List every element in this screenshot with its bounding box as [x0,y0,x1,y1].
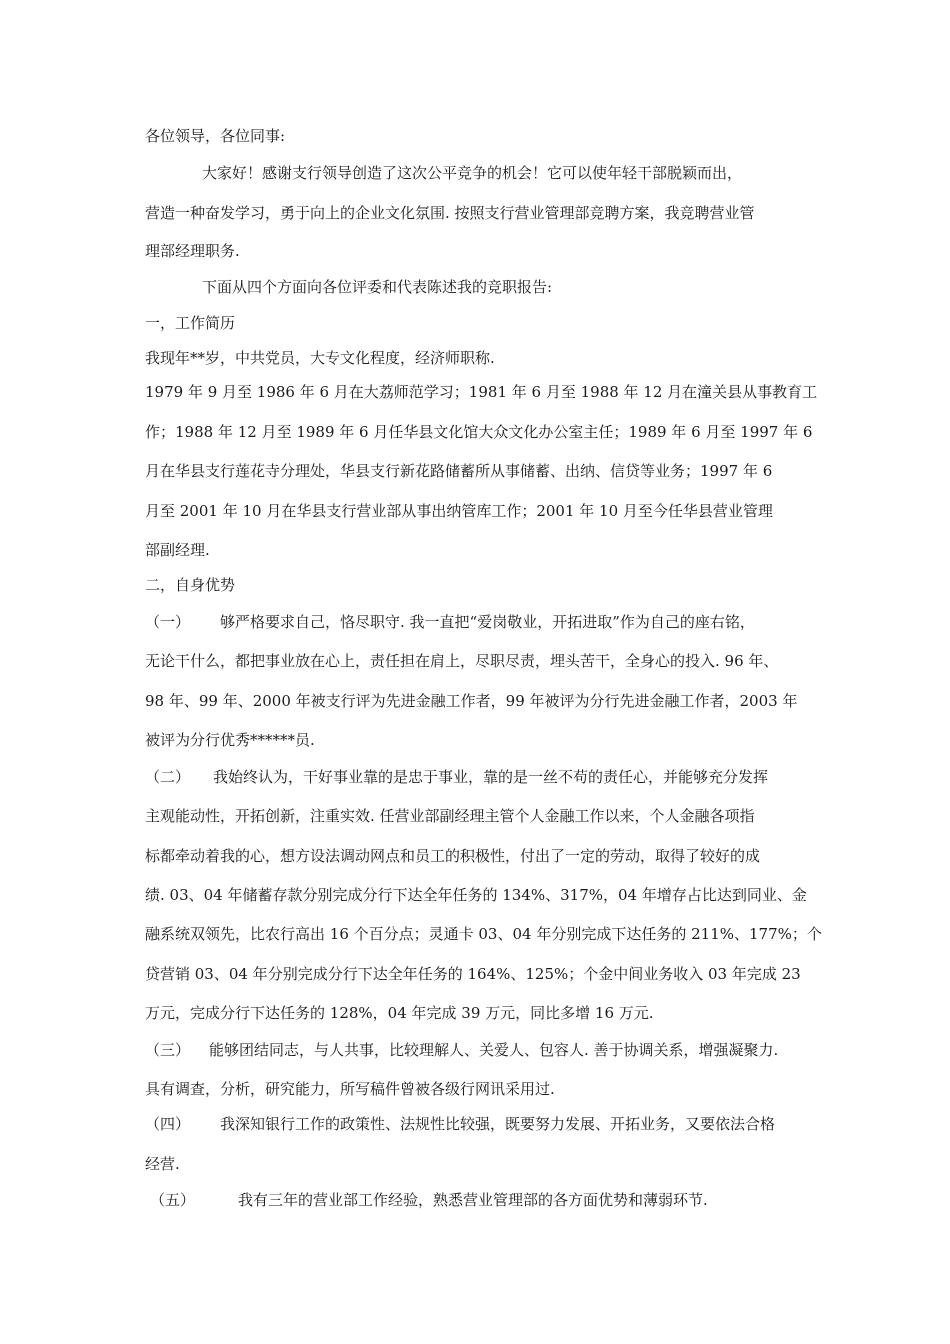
advantage-item-2-line-7: 万元，完成分行下达任务的 128%，04 年完成 39 万元，同比多增 16 万元. [145,1004,654,1022]
advantage-item-2-line-3: 标都牵动着我的心，想方设法调动网点和员工的积极性，付出了一定的劳动，取得了较好的成 [145,847,761,865]
advantage-item-1-number: （一） [145,613,191,631]
advantage-item-1-line-3: 98 年、99 年、2000 年被支行评为先进金融工作者，99 年被评为分行先进金融工作者，2003 年 [145,692,798,710]
advantage-item-2-line-2: 主观能动性，开拓创新，注重实效. 任营业部副经理主管个人金融工作以来，个人金融各项指 [145,807,755,825]
section-1-line-5: 月至 2001 年 10 月在华县支行营业部从事出纳管库工作；2001 年 10 月至今任华县营业管理 [145,502,773,520]
section-1-line-4: 月在华县支行莲花寺分理处，华县支行新花路储蓄所从事储蓄、出纳、信贷等业务；1997 年 6 [145,462,773,480]
section-1-line-2: 1979 年 9 月至 1986 年 6 月在大荔师范学习；1981 年 6 月至 1988 年 12 月在潼关县从事教育工 [145,383,818,401]
advantage-item-2-text: 我始终认为，干好事业靠的是忠于事业，靠的是一丝不苟的责任心，并能够充分发挥 [213,768,769,786]
advantage-item-2-line-5: 融系统双领先，比农行高出 16 个百分点；灵通卡 03、04 年分别完成下达任务的 211%、177%；个 [145,925,822,943]
section-1-heading: 一，工作简历 [145,314,236,332]
intro-line-2: 营造一种奋发学习，勇于向上的企业文化氛围. 按照支行营业管理部竞聘方案，我竞聘营业管 [145,204,755,222]
outline-line: 下面从四个方面向各位评委和代表陈述我的竞职报告: [202,278,553,296]
section-1-line-3: 作；1988 年 12 月至 1989 年 6 月任华县文化馆大众文化办公室主任；1989 年 6 月至 1997 年 6 [145,423,813,441]
advantage-item-3-line-2: 具有调查，分析，研究能力，所写稿件曾被各级行网讯采用过. [145,1080,555,1098]
advantage-item-2-first-line [145,767,768,787]
advantage-item-5-number: （五） [150,1191,196,1209]
advantage-item-1-first-line [145,612,755,632]
advantage-item-4-text: 我深知银行工作的政策性、法规性比较强，既要努力发展、开拓业务，又要依法合格 [220,1115,776,1133]
advantage-item-3-text: 能够团结同志，与人共事，比较理解人、关爱人、包容人. 善于协调关系，增强凝聚力. [209,1041,779,1059]
advantage-item-1-line-2: 无论干什么，都把事业放在心上，责任担在肩上，尽职尽责，埋头苦干，全身心的投入. 96 年、 [145,652,779,670]
section-2-heading: 二，自身优势 [145,576,236,594]
advantage-item-1-line-4: 被评为分行优秀******员. [145,731,315,749]
advantage-item-5-first-line [150,1190,708,1210]
advantage-item-4-line-2: 经营. [145,1155,180,1173]
advantage-item-3-first-line [145,1040,778,1060]
advantage-item-4-first-line [145,1114,775,1134]
advantage-item-2-number: （二） [145,768,191,786]
intro-line-3: 理部经理职务. [145,242,240,260]
advantage-item-2-line-6: 贷营销 03、04 年分别完成分行下达全年任务的 164%、125%；个金中间业务收入 03 年完成 23 [145,965,801,983]
advantage-item-2-line-4: 绩. 03、04 年储蓄存款分别完成分行下达全年任务的 134%、317%，04 年增存占比达到同业、金 [145,886,807,904]
advantage-item-1-text: 够严格要求自己，恪尽职守. 我一直把“爱岗敬业，开拓进取”作为自己的座右铭， [220,613,755,631]
advantage-item-4-number: （四） [145,1115,191,1133]
section-1-line-1: 我现年**岁，中共党员，大专文化程度，经济师职称. [145,349,495,367]
section-1-line-6: 部副经理. [145,541,210,559]
intro-line-1: 大家好！感谢支行领导创造了这次公平竞争的机会！它可以使年轻干部脱颖而出， [202,164,743,182]
greeting: 各位领导，各位同事: [145,127,286,145]
advantage-item-3-number: （三） [145,1041,191,1059]
advantage-item-5-text: 我有三年的营业部工作经验，熟悉营业管理部的各方面优势和薄弱环节. [238,1191,708,1209]
